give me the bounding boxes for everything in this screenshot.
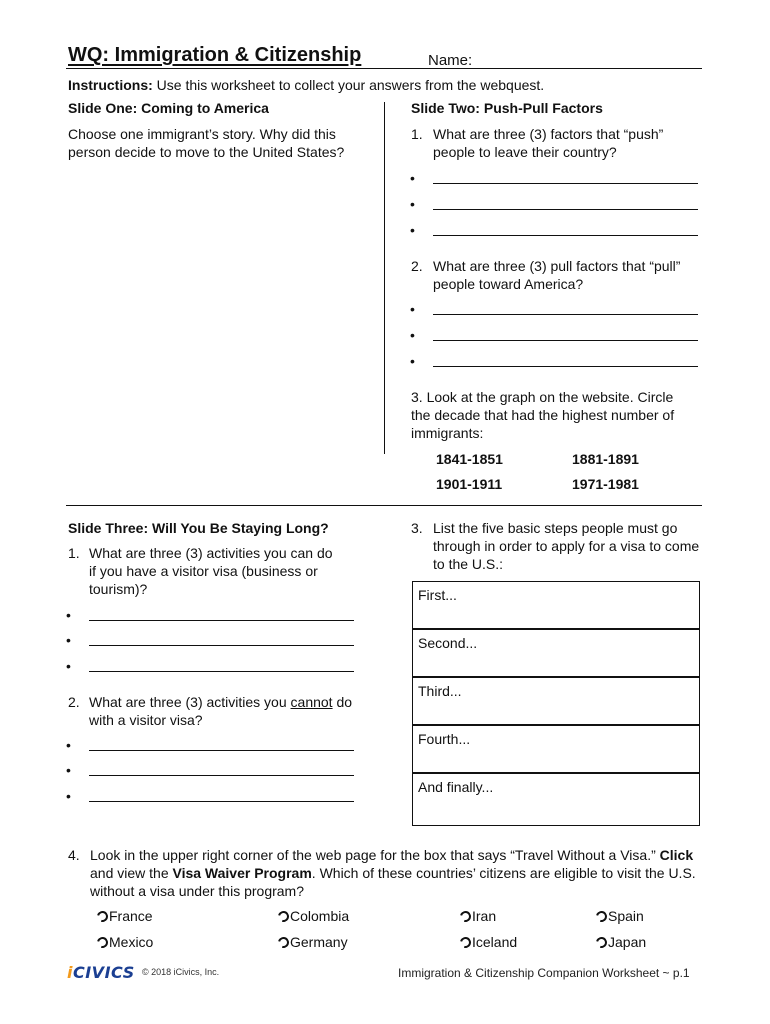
bullet: • xyxy=(410,353,415,369)
slide-one-question-line1: Choose one immigrant’s story. Why did this xyxy=(68,126,336,142)
answer-line[interactable] xyxy=(433,235,698,236)
slide-one-question-line2: person decide to move to the United States? xyxy=(68,144,345,160)
instructions-label: Instructions: xyxy=(68,77,153,93)
checkbox-icon[interactable] xyxy=(276,909,291,924)
country-label: France xyxy=(109,908,153,924)
answer-line[interactable] xyxy=(89,750,354,751)
slide-two-q2-number: 2. xyxy=(411,258,423,274)
q4-visa-waiver: Visa Waiver Program xyxy=(172,865,312,881)
bullet: • xyxy=(66,788,71,804)
slide-one-heading: Slide One: Coming to America xyxy=(68,100,269,116)
answer-line[interactable] xyxy=(433,209,698,210)
country-label: Iran xyxy=(472,908,497,924)
country-option-colombia[interactable] xyxy=(278,907,349,925)
checkbox-icon[interactable] xyxy=(458,935,473,950)
q2-text-post: do xyxy=(332,694,353,710)
country-label: Germany xyxy=(290,934,348,950)
country-option-mexico[interactable] xyxy=(97,933,153,951)
bullet: • xyxy=(66,632,71,648)
checkbox-icon[interactable] xyxy=(594,935,609,950)
country-label: Spain xyxy=(608,908,644,924)
column-divider xyxy=(384,102,385,454)
icivics-logo xyxy=(67,963,135,982)
slide-three-q1-number: 1. xyxy=(68,545,80,561)
q2-text-cannot: cannot xyxy=(290,694,333,710)
country-option-germany[interactable] xyxy=(278,933,348,951)
step-box-finally[interactable] xyxy=(412,773,700,826)
bullet: • xyxy=(410,327,415,343)
country-label: Mexico xyxy=(109,934,154,950)
checkbox-icon[interactable] xyxy=(276,935,291,950)
slide-three-q3-number: 3. xyxy=(411,520,423,536)
name-label: Name: xyxy=(428,52,473,69)
slide-two-q2-line2: people toward America? xyxy=(433,276,584,292)
slide-three-q2-line1 xyxy=(89,693,352,711)
logo-i: i xyxy=(67,963,73,982)
country-label: Colombia xyxy=(290,908,350,924)
page-footer-label: Immigration & Citizenship Companion Worksheet ~ p.1 xyxy=(398,966,690,980)
instructions xyxy=(68,76,544,94)
country-option-iceland[interactable] xyxy=(460,933,517,951)
checkbox-icon[interactable] xyxy=(95,935,110,950)
slide-three-q1-line3: tourism)? xyxy=(89,581,148,597)
slide-three-q1-line2: if you have a visitor visa (business or xyxy=(89,563,318,579)
bullet: • xyxy=(66,737,71,753)
answer-line[interactable] xyxy=(89,620,354,621)
answer-line[interactable] xyxy=(433,340,698,341)
slide-two-q3-line1: 3. Look at the graph on the website. Circle xyxy=(411,389,674,405)
step-label: First... xyxy=(418,587,457,603)
bullet: • xyxy=(410,196,415,212)
slide-two-heading: Slide Two: Push-Pull Factors xyxy=(411,100,603,116)
answer-line[interactable] xyxy=(89,775,354,776)
step-box-fourth[interactable] xyxy=(412,725,700,773)
answer-line[interactable] xyxy=(433,183,698,184)
slide-two-q1-line2: people to leave their country? xyxy=(433,144,617,160)
step-box-third[interactable] xyxy=(412,677,700,725)
q4-line1-text: Look in the upper right corner of the web page for the box that says “Travel Without a Visa.” xyxy=(90,847,660,863)
country-label: Japan xyxy=(608,934,647,950)
decade-option[interactable]: 1971-1981 xyxy=(572,476,639,492)
slide-two-q1-number: 1. xyxy=(411,126,423,142)
bullet: • xyxy=(410,170,415,186)
slide-two-q3-line3: immigrants: xyxy=(411,425,484,441)
q2-text-pre: What are three (3) activities you xyxy=(89,694,291,710)
country-option-spain[interactable] xyxy=(596,907,644,925)
bullet: • xyxy=(66,607,71,623)
slide-three-q3-line1: List the five basic steps people must go xyxy=(433,520,678,536)
country-option-iran[interactable] xyxy=(460,907,496,925)
instructions-text: Use this worksheet to collect your answers from the webquest. xyxy=(152,77,545,93)
answer-line[interactable] xyxy=(89,671,354,672)
decade-option[interactable]: 1841-1851 xyxy=(436,451,503,467)
answer-line[interactable] xyxy=(89,645,354,646)
decade-option[interactable]: 1881-1891 xyxy=(572,451,639,467)
checkbox-icon[interactable] xyxy=(458,909,473,924)
q4-line3: without a visa under this program? xyxy=(90,883,304,899)
q4-click: Click xyxy=(659,847,694,863)
slide-three-q2-number: 2. xyxy=(68,694,80,710)
slide-three-q3-line2: through in order to apply for a visa to come xyxy=(433,538,700,554)
slide-two-q2-line1: What are three (3) pull factors that “pull” xyxy=(433,258,681,274)
slide-three-q2-line2: with a visitor visa? xyxy=(89,712,203,728)
checkbox-icon[interactable] xyxy=(594,909,609,924)
slide-three-q3-line3: to the U.S.: xyxy=(433,556,504,572)
step-box-second[interactable] xyxy=(412,629,700,677)
country-option-japan[interactable] xyxy=(596,933,646,951)
bullet: • xyxy=(410,301,415,317)
bullet: • xyxy=(66,658,71,674)
step-label: Fourth... xyxy=(418,731,471,747)
checkbox-icon[interactable] xyxy=(95,909,110,924)
copyright: © 2018 iCivics, Inc. xyxy=(142,967,220,977)
step-label: And finally... xyxy=(418,779,494,795)
section-separator xyxy=(66,505,702,506)
q4-line2-pre: and view the xyxy=(90,865,173,881)
q4-number: 4. xyxy=(68,847,80,863)
country-option-france[interactable] xyxy=(97,907,153,925)
bullet: • xyxy=(410,222,415,238)
answer-line[interactable] xyxy=(89,801,354,802)
slide-three-heading: Slide Three: Will You Be Staying Long? xyxy=(68,520,329,536)
step-label: Second... xyxy=(418,635,478,651)
q4-line1 xyxy=(90,846,693,864)
step-label: Third... xyxy=(418,683,462,699)
country-label: Iceland xyxy=(472,934,518,950)
slide-three-q1-line1: What are three (3) activities you can do xyxy=(89,545,333,561)
decade-option[interactable]: 1901-1911 xyxy=(436,476,503,492)
step-box-first[interactable] xyxy=(412,581,700,629)
page-title: WQ: Immigration & Citizenship xyxy=(68,44,362,66)
title-underline xyxy=(66,68,702,69)
logo-text: CIVICS xyxy=(72,963,135,982)
q4-line2-post: . Which of these countries’ citizens are eligible to visit the U.S. xyxy=(311,865,696,881)
slide-two-q3-line2: the decade that had the highest number of xyxy=(411,407,675,423)
slide-two-q1-line1: What are three (3) factors that “push” xyxy=(433,126,664,142)
answer-line[interactable] xyxy=(433,314,698,315)
q4-line2 xyxy=(90,864,696,882)
bullet: • xyxy=(66,762,71,778)
answer-line[interactable] xyxy=(433,366,698,367)
